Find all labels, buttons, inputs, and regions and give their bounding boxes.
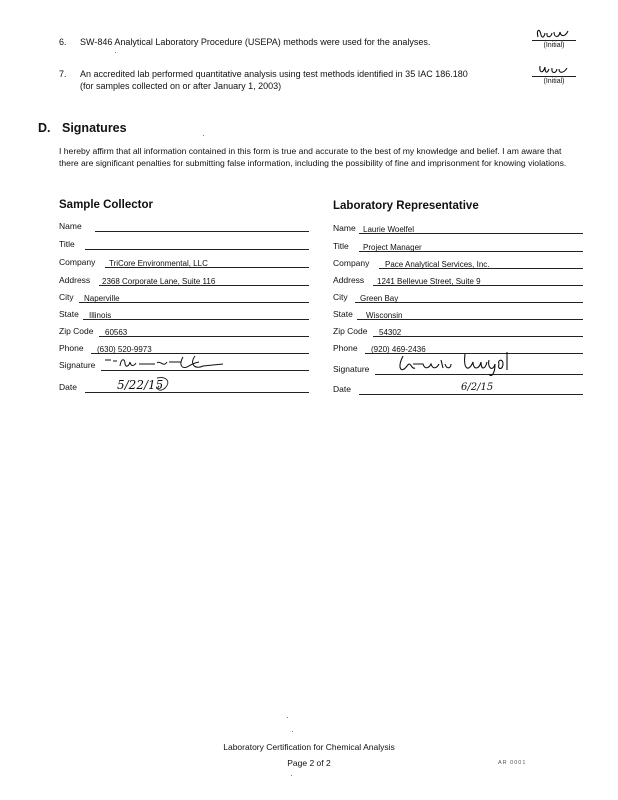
field-label: Company	[333, 258, 370, 268]
lab-date-row	[333, 376, 583, 396]
city-value: Green Bay	[360, 294, 399, 303]
collector-name-row	[59, 217, 309, 233]
zip-field[interactable]	[99, 322, 309, 337]
scan-speck	[287, 717, 288, 718]
field-label: Company	[59, 257, 96, 267]
lab-signature-icon	[393, 350, 553, 376]
item-number: 6.	[59, 37, 67, 47]
field-label: Name	[59, 221, 82, 231]
lab-zip-row	[333, 322, 583, 338]
address-value: 1241 Bellevue Street, Suite 9	[377, 277, 481, 286]
initial-box	[532, 27, 576, 50]
collector-date-row	[59, 374, 309, 394]
lab-date-value: 6/2/15	[461, 382, 494, 393]
address-value: 2368 Corporate Lane, Suite 116	[102, 277, 216, 286]
corner-mark: AR 0001	[498, 760, 527, 766]
lab-title-row	[333, 237, 583, 253]
title-field[interactable]	[85, 235, 309, 250]
affirmation-text: I hereby affirm that all information contained in this form is true and accurate to the best of my knowledge and belief. I am aware that there are significant penalties for submitting false information, including the possibility of fine and imprisonment for knowing violations.	[59, 146, 567, 168]
scan-speck	[291, 775, 292, 776]
initial-signature-icon	[532, 27, 576, 40]
footer-page: Page 2 of 2	[287, 758, 331, 768]
phone-value: (920) 469-2436	[371, 345, 426, 354]
field-label: Title	[59, 239, 75, 249]
collector-company-row	[59, 253, 309, 269]
collector-phone-row	[59, 339, 309, 355]
field-label: City	[59, 292, 74, 302]
phone-value: (630) 520-9973	[97, 345, 152, 354]
field-label: Title	[333, 241, 349, 251]
lab-city-row	[333, 288, 583, 304]
initial-label: (Initial)	[532, 76, 576, 86]
state-value: Illinois	[89, 311, 112, 320]
state-field[interactable]	[83, 305, 309, 320]
item-text: An accredited lab performed quantitative analysis using test methods identified in 35 IAC 186.180 (for samples collected on or after January 1, 2003)	[80, 69, 468, 91]
field-label: Phone	[333, 343, 358, 353]
lab-signature-row	[333, 356, 583, 376]
title-value: Project Manager	[363, 243, 422, 252]
scan-speck	[292, 731, 293, 732]
field-label: Address	[59, 275, 91, 285]
date-scribble-icon	[153, 374, 183, 394]
scan-speck	[115, 52, 116, 53]
company-value: Pace Analytical Services, Inc.	[385, 260, 490, 269]
field-label: State	[333, 309, 353, 319]
field-label: Name	[333, 223, 356, 233]
collector-state-row	[59, 305, 309, 321]
collector-date-value: 5/22/15	[117, 378, 164, 392]
initial-box	[532, 63, 576, 86]
lab-rep-title: Laboratory Representative	[333, 200, 479, 212]
section-heading	[38, 121, 127, 135]
collector-city-row	[59, 288, 309, 304]
field-label: Signature	[333, 364, 370, 374]
collector-address-row	[59, 271, 309, 287]
section-letter: D.	[38, 121, 51, 135]
field-label: City	[333, 292, 348, 302]
initial-label: (Initial)	[532, 40, 576, 50]
footer-title: Laboratory Certification for Chemical Analysis	[223, 742, 395, 752]
lab-name-row	[333, 219, 583, 235]
zip-value: 60563	[105, 328, 128, 337]
collector-signature-row	[59, 356, 309, 372]
field-label: Date	[59, 382, 77, 392]
zip-field[interactable]	[373, 322, 583, 337]
scan-speck	[203, 135, 204, 136]
name-value: Laurie Woelfel	[363, 225, 414, 234]
field-label: Phone	[59, 343, 84, 353]
field-label: Signature	[59, 360, 96, 370]
collector-zip-row	[59, 322, 309, 338]
section-title: Signatures	[61, 121, 127, 135]
zip-value: 54302	[379, 328, 402, 337]
item-number: 7.	[59, 69, 67, 79]
field-label: Address	[333, 275, 365, 285]
sample-collector-title: Sample Collector	[59, 199, 153, 211]
field-label: Zip Code	[333, 326, 368, 336]
field-label: State	[59, 309, 79, 319]
collector-title-row	[59, 235, 309, 251]
field-label: Zip Code	[59, 326, 94, 336]
field-label: Date	[333, 384, 351, 394]
city-value: Naperville	[84, 294, 120, 303]
lab-state-row	[333, 305, 583, 321]
state-value: Wisconsin	[366, 311, 403, 320]
item-text: SW-846 Analytical Laboratory Procedure (USEPA) methods were used for the analyses.	[80, 37, 431, 47]
lab-address-row	[333, 271, 583, 287]
name-field[interactable]	[95, 217, 309, 232]
company-value: TriCore Environmental, LLC	[109, 259, 208, 268]
initial-signature-icon	[532, 63, 576, 76]
collector-signature-icon	[103, 354, 233, 372]
lab-company-row	[333, 254, 583, 270]
